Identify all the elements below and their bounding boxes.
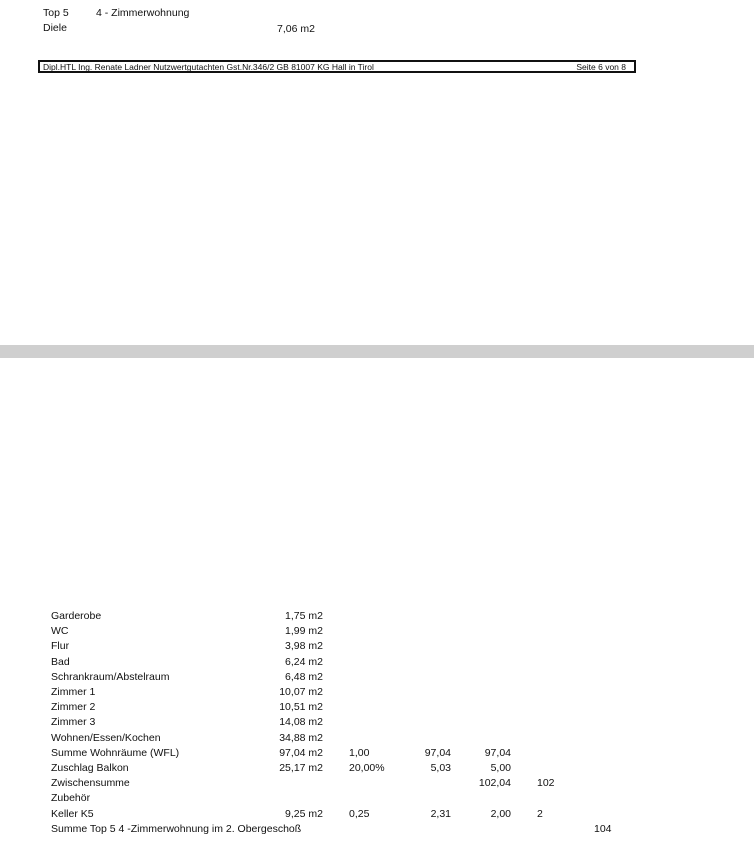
row-label: Schrankraum/Abstelraum [51,670,170,683]
row-label: WC [51,625,69,638]
document-page-2 [0,358,754,850]
row-factor: 20,00% [349,762,385,774]
row-label: Summe Wohnräume (WFL) [51,746,180,759]
table-row [0,625,754,640]
footer-author-text: Dipl.HTL Ing. Renate Ladner Nutzwertgutachten Gst.Nr.346/2 GB 81007 KG Hall in Tirol [43,62,374,72]
table-row [0,656,754,671]
table-row [0,777,754,792]
table-row [0,640,754,655]
document-page-1 [0,0,754,345]
table-row [0,732,754,747]
row-label: Zimmer 3 [51,716,96,729]
table-row [0,808,754,823]
table-row [0,686,754,701]
row-label: Wohnen/Essen/Kochen [51,731,161,744]
row-label: Keller K5 [51,807,94,820]
row-label: Garderobe [51,610,102,622]
row-area: 6,48 m2 [285,670,323,683]
row-area: 1,75 m2 [285,610,323,622]
summary-label: Summe Top 5 4 -Zimmerwohnung im 2. Obergeschoß [51,823,302,835]
row-area: 1,99 m2 [285,625,323,638]
diele-label: Diele [43,22,67,34]
summary-row [0,823,754,838]
row-area: 3,98 m2 [285,640,323,653]
row-label: Zimmer 2 [51,701,96,714]
row-label: Zuschlag Balkon [51,762,129,774]
table-row [0,792,754,807]
row-area: 34,88 m2 [279,731,323,744]
row-weighted-value: 2,31 [430,807,451,820]
row-factor: 1,00 [349,746,370,759]
row-area: 10,51 m2 [279,701,323,714]
row-weighted-value: 5,03 [430,762,451,774]
row-area: 6,24 m2 [285,655,323,668]
summary-total: 104 [594,823,612,835]
row-rounded-value: 5,00 [490,762,511,774]
page-separator [0,345,754,358]
table-row [0,716,754,731]
row-label: Zimmer 1 [51,686,96,698]
row-area: 14,08 m2 [279,716,323,729]
row-label: Zwischensumme [51,777,130,790]
table-row [0,671,754,686]
row-area: 9,25 m2 [285,807,323,820]
table-row [0,610,754,625]
top-description: 4 - Zimmerwohnung [96,7,190,19]
row-rounded-value: 102,04 [478,777,511,790]
table-row [0,701,754,716]
row-label: Bad [51,655,70,668]
table-row [0,747,754,762]
row-label: Flur [51,640,70,653]
row-area: 10,07 m2 [279,686,323,698]
row-rounded-value: 97,04 [484,746,511,759]
page-footer [38,60,636,73]
row-integer-value: 2 [537,807,543,820]
row-integer-value: 102 [537,777,555,790]
row-rounded-value: 2,00 [490,807,511,820]
row-weighted-value: 97,04 [424,746,451,759]
footer-page-number: Seite 6 von 8 [576,62,626,72]
top-label: Top 5 [43,7,69,19]
row-area: 97,04 m2 [279,746,323,759]
row-area: 25,17 m2 [279,762,323,774]
diele-area: 7,06 m2 [277,23,315,35]
row-label: Zubehör [51,792,91,805]
table-row [0,762,754,777]
row-factor: 0,25 [349,807,370,820]
